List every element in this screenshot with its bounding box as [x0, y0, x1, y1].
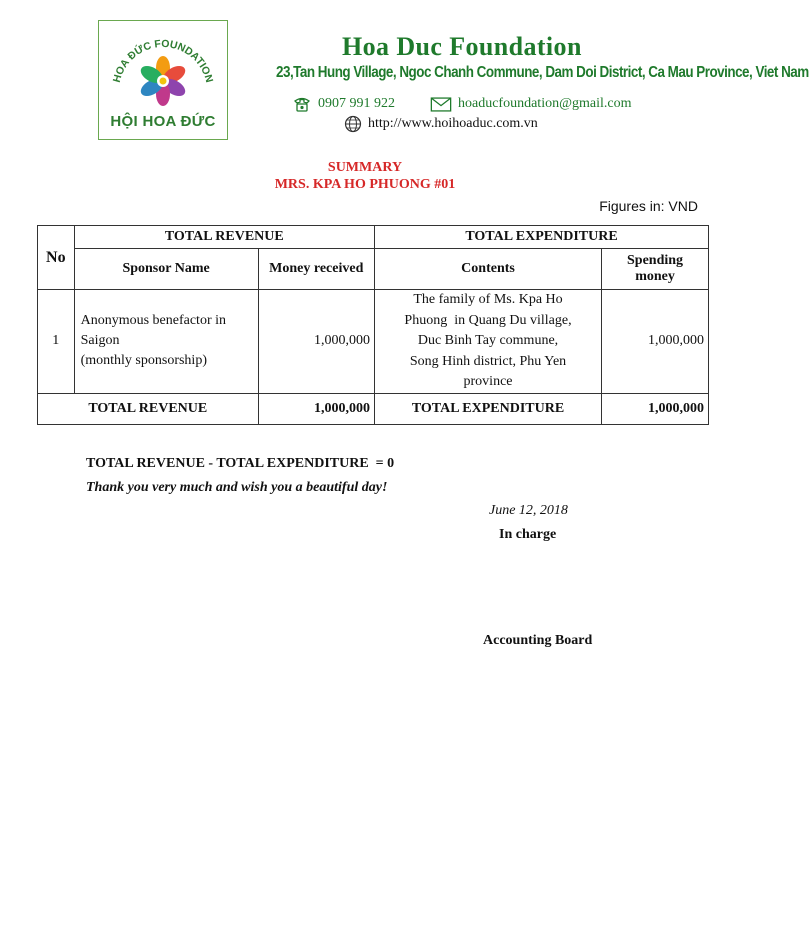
in-charge-label: In charge: [499, 527, 557, 542]
contents-line: province: [463, 374, 513, 389]
money-received-cell: 1,000,000: [258, 290, 374, 394]
org-title: Hoa Duc Foundation: [342, 32, 582, 61]
totals-row: [38, 393, 709, 424]
total-expenditure-label: TOTAL EXPENDITURE: [374, 393, 601, 424]
total-revenue-value: 1,000,000: [258, 393, 374, 424]
spending-money-cell: 1,000,000: [602, 290, 709, 394]
table-header-row-1: [38, 226, 709, 249]
foundation-logo: [98, 20, 228, 140]
phone-number: 0907 991 922: [318, 96, 395, 111]
website-link[interactable]: http://www.hoihoaduc.com.vn: [368, 116, 538, 131]
table-row: [38, 290, 709, 394]
header-spending-money: Spending money: [602, 249, 709, 290]
contents-cell: [374, 290, 601, 394]
contents-line: Duc Binh Tay commune,: [417, 333, 559, 348]
document-title: SUMMARY: [327, 160, 403, 175]
total-revenue-label: TOTAL REVENUE: [38, 393, 259, 424]
website-contact: [344, 114, 538, 134]
balance-statement: TOTAL REVENUE - TOTAL EXPENDITURE = 0: [86, 456, 395, 471]
globe-icon: [344, 115, 362, 133]
email-contact: [430, 94, 631, 114]
contents-line: Phuong in Quang Du village,: [404, 312, 572, 328]
contents-line: The family of Ms. Kpa Ho: [413, 292, 563, 307]
thank-you-note: Thank you very much and wish you a beautiful day!: [86, 480, 388, 495]
document-date: June 12, 2018: [489, 503, 568, 518]
header-total-revenue: TOTAL REVENUE: [74, 226, 374, 249]
logo-arc-text: HOA ĐỨC FOUNDATION: [110, 37, 216, 84]
header-total-expenditure: TOTAL EXPENDITURE: [374, 226, 708, 249]
row-number: 1: [38, 290, 75, 394]
header-sponsor-name: Sponsor Name: [74, 249, 258, 290]
summary-table: [37, 225, 709, 425]
logo-name: HỘI HOA ĐỨC: [110, 113, 216, 130]
phone-contact: [292, 94, 395, 114]
document-subtitle: MRS. KPA HO PHUONG #01: [274, 177, 456, 192]
table-header-row-2: [38, 249, 709, 290]
sponsor-line: (monthly sponsorship): [80, 353, 207, 369]
org-address: 23,Tan Hung Village, Ngoc Chanh Commune, Dam Doi District, Ca Mau Province, Viet Nam: [276, 64, 809, 81]
header-no: No: [38, 226, 75, 290]
currency-note: Figures in: VND: [599, 198, 698, 214]
total-expenditure-value: 1,000,000: [602, 393, 709, 424]
mail-icon: [430, 97, 452, 112]
header-money-received: Money received: [258, 249, 374, 290]
header-contents: Contents: [374, 249, 601, 290]
sponsor-line: Anonymous benefactor in: [80, 313, 227, 329]
phone-icon: [292, 95, 312, 113]
sponsor-line: Saigon: [80, 333, 120, 349]
email-address[interactable]: hoaducfoundation@gmail.com: [458, 96, 632, 111]
signatory: Accounting Board: [483, 633, 593, 648]
contents-line: Song Hinh district, Phu Yen: [409, 353, 567, 369]
sponsor-name-cell: [74, 290, 258, 394]
